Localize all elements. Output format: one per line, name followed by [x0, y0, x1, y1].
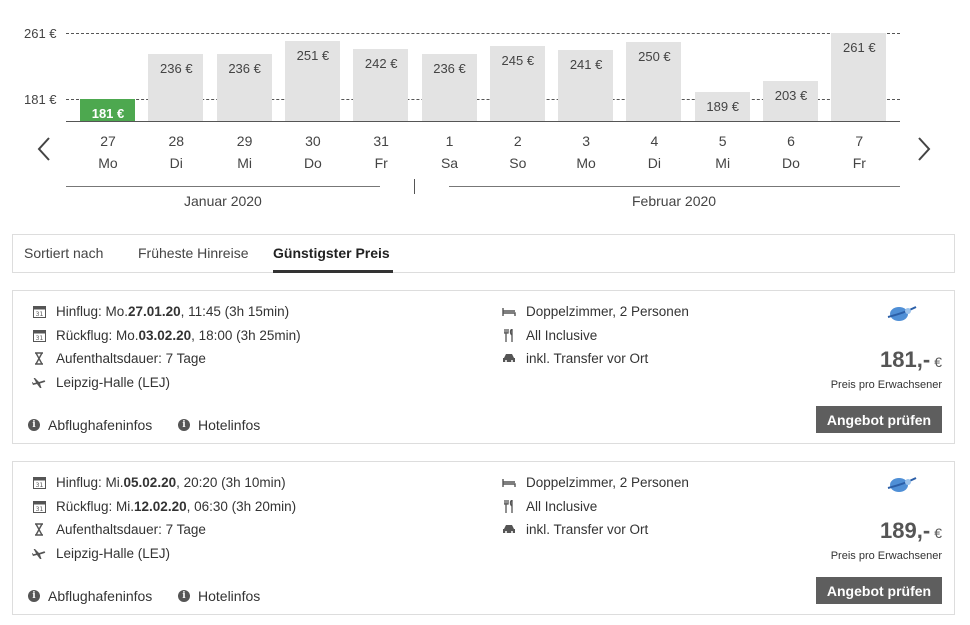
- outbound-prefix: Hinflug: Mi.: [56, 475, 124, 490]
- airport-info-label: Abflughafeninfos: [48, 588, 153, 604]
- day-number: 5: [718, 133, 727, 149]
- room-row: [501, 475, 689, 490]
- info-icon: i: [178, 590, 190, 602]
- price-bar-label: 236 €: [433, 60, 466, 76]
- price-note: Preis pro Erwachsener: [830, 379, 942, 391]
- price-bar-label: 203 €: [774, 87, 808, 103]
- board-row: [501, 328, 597, 343]
- outbound-time: , 20:20 (3h 10min): [176, 475, 286, 490]
- return-time: , 06:30 (3h 20min): [186, 499, 297, 514]
- price-amount: 189,-: [880, 518, 931, 543]
- stay-duration: Aufenthaltsdauer: 7 Tage: [56, 522, 206, 537]
- offer-price: [880, 347, 942, 373]
- day-number: 28: [168, 133, 185, 149]
- sort-option-earliest[interactable]: Früheste Hinreise: [138, 245, 249, 261]
- price-bar-label: 181 €: [91, 106, 125, 121]
- price-amount: 181,-: [880, 347, 931, 372]
- day-number: 6: [787, 133, 795, 149]
- next-arrow-icon[interactable]: [910, 134, 936, 164]
- info-icon: i: [28, 590, 40, 602]
- svg-text:31: 31: [35, 335, 43, 342]
- day-number: 29: [236, 133, 253, 149]
- svg-text:31: 31: [35, 482, 43, 489]
- hourglass-icon: [31, 352, 47, 366]
- outbound-row: [31, 304, 289, 319]
- price-calendar: [0, 0, 970, 215]
- y-tick-label: 181 €: [24, 92, 57, 107]
- sort-option-cheapest[interactable]: Günstigster Preis: [273, 245, 390, 261]
- return-prefix: Rückflug: Mi.: [56, 499, 135, 514]
- day-name: Fr: [852, 155, 866, 171]
- car-icon: [501, 352, 517, 366]
- month-divider-january: [66, 186, 380, 187]
- hotel-info-link[interactable]: [178, 417, 260, 433]
- outbound-date: 05.02.20: [123, 475, 177, 490]
- transfer-row: [501, 351, 648, 366]
- departure-airport: Leipzig-Halle (LEJ): [56, 546, 171, 561]
- return-prefix: Rückflug: Mo.: [56, 328, 139, 343]
- price-bar-label: 236 €: [228, 60, 261, 76]
- hotel-info-label: Hotelinfos: [198, 588, 261, 604]
- outbound-time: , 11:45 (3h 15min): [180, 304, 290, 319]
- tour-operator-logo: [884, 303, 918, 325]
- price-note: Preis pro Erwachsener: [830, 550, 942, 562]
- board-type: All Inclusive: [526, 328, 598, 343]
- return-date: 03.02.20: [138, 328, 192, 343]
- departure-airport: Leipzig-Halle (LEJ): [56, 375, 171, 390]
- transfer-info: inkl. Transfer vor Ort: [526, 522, 649, 537]
- sort-prefix-label: Sortiert nach: [24, 245, 104, 261]
- price-bar-label: 189 €: [706, 99, 739, 115]
- day-name: Mi: [237, 155, 252, 171]
- room-type: Doppelzimmer, 2 Personen: [526, 475, 689, 490]
- chart-baseline: [66, 121, 900, 122]
- day-number: 4: [650, 133, 659, 149]
- day-name: Fr: [374, 155, 388, 171]
- offer-price: [880, 518, 942, 544]
- price-bar-label: 250 €: [638, 49, 671, 65]
- price-bar-label: 236 €: [160, 60, 193, 76]
- day-name: So: [509, 155, 527, 171]
- outbound-prefix: Hinflug: Mo.: [56, 304, 129, 319]
- gridline-max: [66, 33, 900, 34]
- cutlery-icon: [501, 329, 517, 343]
- board-type: All Inclusive: [526, 499, 598, 514]
- price-currency: €: [934, 354, 942, 370]
- airplane-icon: [31, 547, 47, 561]
- offer-card: [12, 290, 955, 444]
- transfer-row: [501, 522, 648, 537]
- offer-card: [12, 461, 955, 615]
- day-number: 31: [373, 133, 389, 149]
- stay-duration: Aufenthaltsdauer: 7 Tage: [56, 351, 206, 366]
- return-date: 12.02.20: [134, 499, 187, 514]
- info-icon: i: [28, 419, 40, 431]
- price-currency: €: [934, 525, 942, 541]
- hotel-info-label: Hotelinfos: [198, 417, 261, 433]
- y-tick-label: 261 €: [24, 26, 57, 41]
- price-bar-label: 261 €: [843, 40, 876, 55]
- airport-row: [31, 546, 170, 561]
- stay-row: [31, 351, 206, 366]
- svg-text:31: 31: [35, 311, 43, 318]
- airport-info-link[interactable]: [28, 417, 152, 433]
- room-type: Doppelzimmer, 2 Personen: [526, 304, 689, 319]
- tour-operator-logo: [884, 474, 918, 496]
- airport-row: [31, 375, 170, 390]
- price-bar-label: 245 €: [501, 53, 535, 69]
- month-label-february: Februar 2020: [632, 193, 717, 209]
- cutlery-icon: [501, 500, 517, 514]
- month-separator: [414, 179, 415, 194]
- calendar-icon: [31, 476, 47, 490]
- hourglass-icon: [31, 523, 47, 537]
- outbound-date: 27.01.20: [128, 304, 181, 319]
- price-bar-label: 242 €: [364, 55, 398, 71]
- month-label-january: Januar 2020: [184, 193, 262, 209]
- day-number: 30: [305, 133, 321, 149]
- day-number: 2: [513, 133, 522, 149]
- day-name: Mi: [715, 155, 731, 171]
- outbound-row: [31, 475, 286, 490]
- calendar-icon: [31, 329, 47, 343]
- board-row: [501, 499, 597, 514]
- svg-text:31: 31: [35, 506, 43, 513]
- day-name: Mo: [98, 155, 118, 171]
- return-time: , 18:00 (3h 25min): [191, 328, 301, 343]
- sort-bar: [12, 234, 955, 273]
- calendar-icon: [31, 305, 47, 319]
- hotel-info-link[interactable]: [178, 588, 260, 604]
- day-name: Mo: [576, 155, 596, 171]
- airport-info-label: Abflughafeninfos: [48, 417, 153, 433]
- stay-row: [31, 522, 206, 537]
- return-row: [31, 499, 296, 514]
- bed-icon: [501, 476, 517, 490]
- room-row: [501, 304, 689, 319]
- day-number: 7: [855, 133, 864, 149]
- check-offer-button[interactable]: Angebot prüfen: [816, 577, 942, 604]
- day-name: Di: [169, 155, 183, 171]
- month-divider-february: [449, 186, 900, 187]
- airport-info-link[interactable]: [28, 588, 152, 604]
- return-row: [31, 328, 301, 343]
- day-name: Do: [782, 155, 800, 171]
- day-name: Di: [647, 155, 661, 171]
- prev-arrow-icon[interactable]: [32, 134, 58, 164]
- price-bar-label: 251 €: [296, 48, 330, 64]
- info-icon: i: [178, 419, 190, 431]
- check-offer-button[interactable]: Angebot prüfen: [816, 406, 942, 433]
- day-name: Do: [303, 155, 322, 171]
- calendar-icon: [31, 500, 47, 514]
- bed-icon: [501, 305, 517, 319]
- day-number: 3: [582, 133, 590, 149]
- day-number: 1: [445, 133, 454, 149]
- airplane-icon: [31, 376, 47, 390]
- active-sort-underline: [273, 270, 393, 273]
- price-bar-label: 241 €: [569, 56, 603, 72]
- day-number: 27: [100, 133, 116, 149]
- car-icon: [501, 523, 517, 537]
- day-name: Sa: [440, 155, 459, 171]
- transfer-info: inkl. Transfer vor Ort: [526, 351, 649, 366]
